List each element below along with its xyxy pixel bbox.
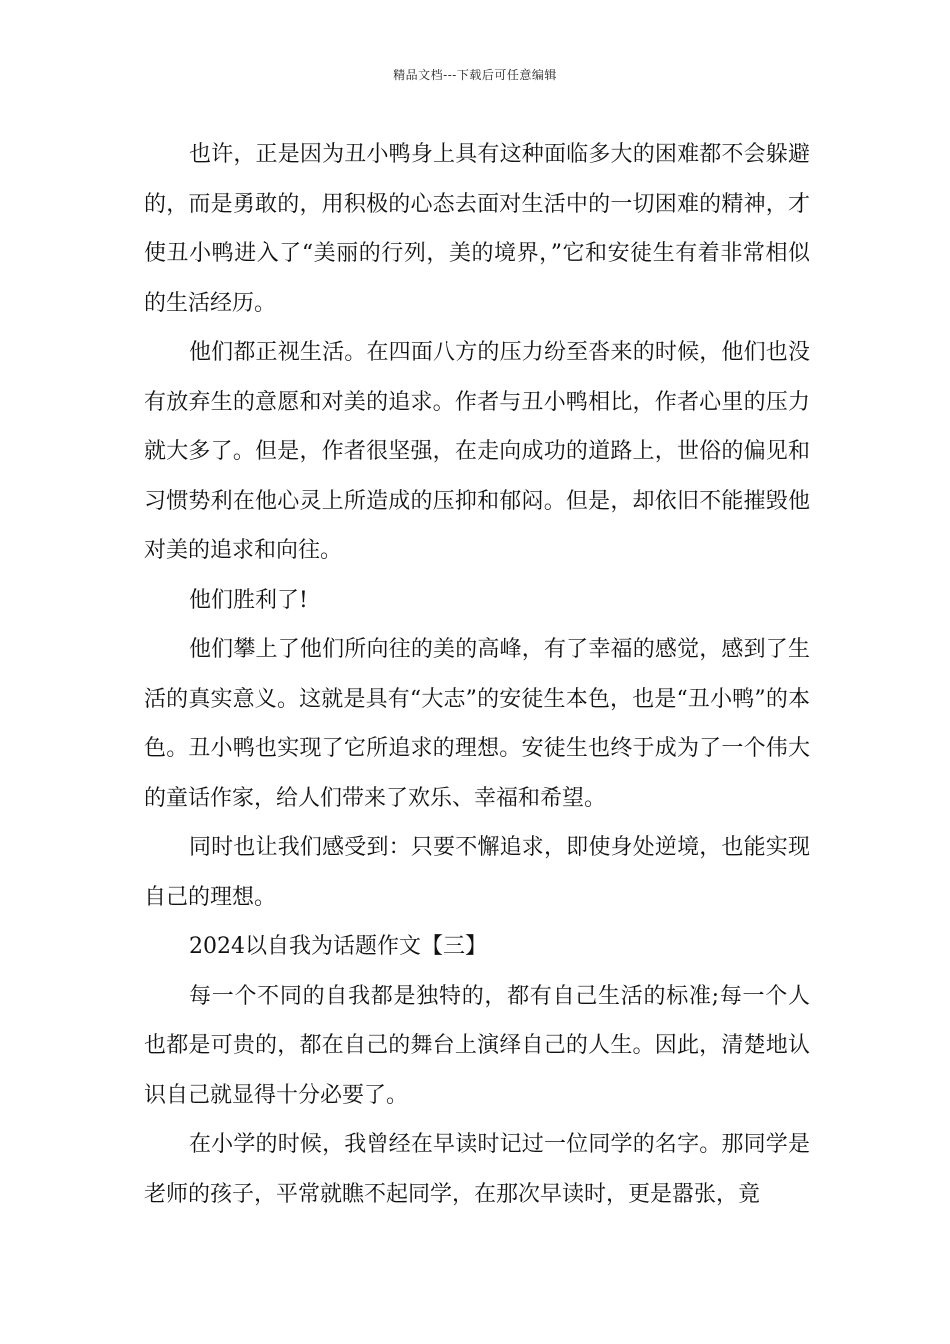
paragraph-1: 也许，正是因为丑小鸭身上具有这种面临多大的困难都不会躲避的，而是勇敢的，用积极的心态去面对生活中的一切困难的精神，才使丑小鸭进入了“美丽的行列，美的境界，”它和安徒生有着非常相似的生活经历。 [144, 142, 810, 316]
document-body [144, 130, 810, 1219]
paragraph-4: 他们攀上了他们所向往的美的高峰，有了幸福的感觉，感到了生活的真实意义。这就是具有“大志”的安徒生本色，也是“丑小鸭”的本色。丑小鸭也实现了它所追求的理想。安徒生也终于成为了一个伟大的童话作家，给人们带来了欢乐、幸福和希望。 [144, 637, 810, 811]
paragraph-6: 每一个不同的自我都是独特的，都有自己生活的标准;每一个人也都是可贵的，都在自己的舞台上演绎自己的人生。因此，清楚地认识自己就显得十分必要了。 [144, 983, 810, 1108]
paragraph-5: 同时也让我们感受到：只要不懈追求，即使身处逆境，也能实现自己的理想。 [144, 835, 810, 910]
paragraph-3: 他们胜利了! [189, 587, 308, 613]
paragraph-2: 他们都正视生活。在四面八方的压力纷至沓来的时候，他们也没有放弃生的意愿和对美的追求。作者与丑小鸭相比，作者心里的压力就大多了。但是，作者很坚强，在走向成功的道路上，世俗的偏见和习惯势利在他心灵上所造成的压抑和郁闷。但是，却依旧不能摧毁他对美的追求和向往。 [144, 340, 810, 563]
section-heading: 2024以自我为话题作文【三】 [189, 934, 487, 959]
page-header: 精品文档---下载后可任意编辑 [393, 68, 557, 82]
paragraph-7: 在小学的时候，我曾经在早读时记过一位同学的名字。那同学是老师的孩子，平常就瞧不起同学，在那次早读时，更是嚣张，竟 [144, 1132, 810, 1207]
